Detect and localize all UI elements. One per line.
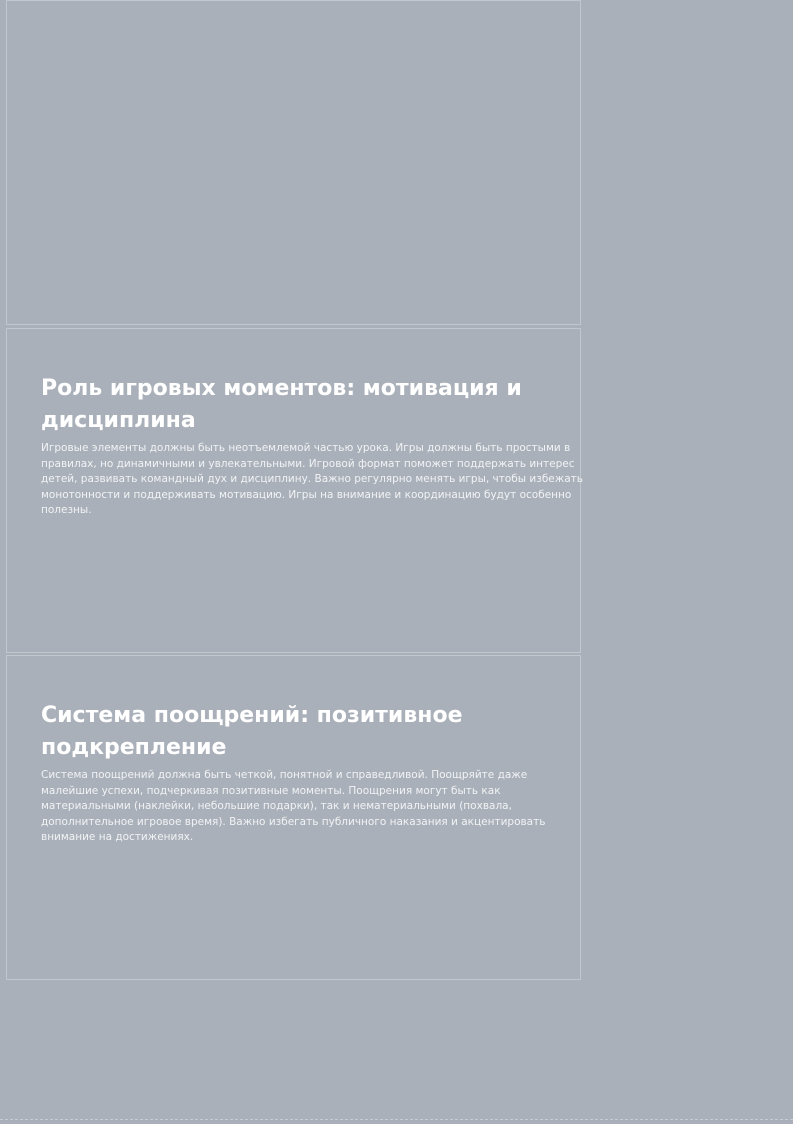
- page-bottom-divider: [0, 1119, 793, 1120]
- slide-title: Система поощрений: позитивное подкрепление: [41, 703, 463, 760]
- slide-card-3: [6, 655, 581, 980]
- slide-title: [41, 45, 601, 89]
- slide-text: [41, 113, 586, 183]
- slide-title: Роль игровых моментов: мотивация и дисциплина: [41, 376, 522, 433]
- slide-card-2: [6, 328, 581, 653]
- slide-text: Игровые элементы должны быть неотъемлемой частью урока. Игры должны быть простыми в правилах, но динамичными и увлекательными. Игровой формат поможет поддержать интерес детей, развивать командный дух и дисциплину. Важно регулярно менять игры, чтобы избежать монотонности и поддерживать мотивацию. Игры на внимание и координацию будут особенно полезны.: [41, 442, 583, 516]
- slide-text: Система поощрений должна быть четкой, понятной и справедливой. Поощряйте даже малейшие успехи, подчеркивая позитивные моменты. Поощрения могут быть как материальными (наклейки, небольшие подарки), так и нематериальными (похвала, дополнительное игровое время). Важно избегать публичного наказания и акцентировать внимание на достижениях.: [41, 769, 546, 843]
- slide-card-1: [6, 0, 581, 325]
